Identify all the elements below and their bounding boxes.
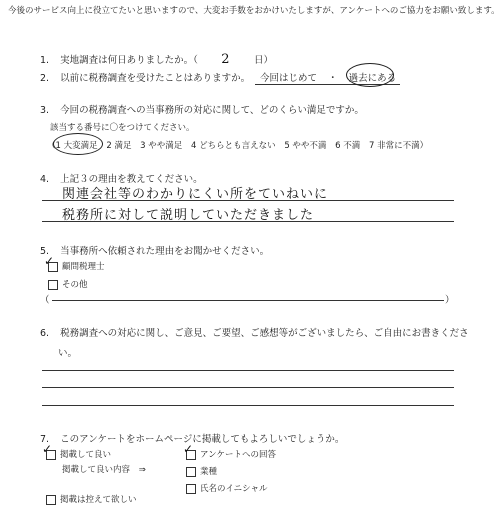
q3-option-2[interactable]: 2 満足 — [106, 141, 132, 151]
q5-option-2-label: その他 — [62, 280, 88, 290]
q3-number: 3. — [40, 105, 50, 116]
q4-line-2 — [42, 221, 454, 222]
q1-unit: 日） — [253, 55, 273, 66]
q6-line-2[interactable] — [42, 387, 454, 388]
arrow-icon: ⇒ — [138, 465, 146, 475]
q2-separator: ・ — [328, 73, 338, 84]
q3-text: 今回の税務調査への当事務所の対応に関して、どのくらい満足ですか。 — [60, 105, 364, 116]
q2-number: 2. — [40, 73, 50, 84]
q5-number: 5. — [40, 246, 50, 257]
q7-item-3[interactable] — [186, 482, 268, 494]
q2-opt-past[interactable]: 過去にある — [348, 73, 397, 84]
q5-option-2[interactable] — [48, 278, 88, 290]
q7-option-yes-label: 掲載して良い — [60, 450, 112, 460]
q3-option-4[interactable]: 4 どちらとも言えない — [190, 141, 276, 151]
q3-option-5[interactable]: 5 やや不満 — [284, 141, 327, 151]
q7-option-yes[interactable] — [46, 448, 111, 460]
q5-option-1-label: 顧問税理士 — [62, 262, 105, 272]
q7-item-1-label: アンケートへの回答 — [200, 450, 276, 460]
q6-number: 6. — [40, 328, 50, 339]
q4-number: 4. — [40, 174, 50, 185]
q1-answer[interactable]: 2 — [221, 52, 231, 67]
q6-text-cont: い。 — [58, 348, 78, 359]
q5-other-line[interactable] — [52, 300, 444, 301]
q2 — [40, 70, 250, 84]
q5-checkbox-2[interactable] — [48, 280, 58, 290]
q7-option-no[interactable] — [46, 493, 137, 505]
q6-line-3[interactable] — [42, 405, 454, 406]
q3-option-1[interactable]: （1 大変満足 — [47, 141, 98, 151]
q3-option-7[interactable]: 7 非常に不満） — [368, 141, 429, 151]
q3-option-3[interactable]: 3 やや満足 — [140, 141, 183, 151]
q7-number: 7. — [40, 434, 50, 445]
q3-instruction: 該当する番号に〇をつけてください。 — [50, 123, 195, 133]
q3-option-6[interactable]: 6 不満 — [335, 141, 361, 151]
q7-item-2[interactable] — [186, 465, 217, 477]
intro-text: 今後のサービス向上に役立てたいと思いますので、大変お手数をおかけいたしますが、アンケートへのご協力をお願い致します。 — [8, 6, 500, 16]
q6 — [40, 325, 469, 339]
q4-line-1 — [42, 200, 454, 201]
q7-item-3-checkbox[interactable] — [186, 484, 196, 494]
q3-options — [47, 139, 428, 151]
q5-paren-open: （ — [40, 295, 50, 306]
q5-paren-close: ） — [445, 295, 455, 306]
q7-content-label: 掲載して良い内容 — [62, 465, 131, 475]
q1-text: 実地調査は何日ありましたか。（ — [60, 55, 198, 66]
q7-item-3-label: 氏名のイニシャル — [200, 484, 268, 494]
q7-text: このアンケートをホームページに掲載してもよろしいでしょうか。 — [60, 434, 345, 445]
q7-item-1-checkmark-icon: ✓ — [183, 442, 194, 456]
q6-text: 税務調査への対応に関し、ご意見、ご要望、ご感想等がございましたら、ご自由にお書きくださ — [60, 328, 469, 339]
q7-item-1[interactable] — [186, 448, 276, 460]
q5-checkmark-icon: ✓ — [44, 254, 55, 268]
q7-yes-checkmark-icon: ✓ — [42, 442, 53, 456]
q2-text: 以前に税務調査を受けたことはありますか。 — [60, 73, 251, 84]
q3-answer-circle — [53, 133, 103, 155]
q2-opt-first[interactable]: 今回はじめて — [260, 73, 318, 84]
q4-answer-line-1[interactable]: 関連会社等のわかりにくい所をていねいに — [62, 187, 329, 202]
q5-text: 当事務所へ依頼された理由をお聞かせください。 — [60, 246, 270, 257]
q7-item-2-checkbox[interactable] — [186, 467, 196, 477]
q3 — [40, 102, 364, 116]
q1 — [40, 52, 273, 67]
q7-item-2-label: 業種 — [200, 467, 218, 477]
q1-number: 1. — [40, 55, 50, 66]
q7-content-label-row — [62, 463, 146, 475]
q7-option-no-label: 掲載は控えて欲しい — [60, 495, 137, 505]
q5-option-1[interactable] — [48, 260, 105, 272]
q4-text: 上記３の理由を教えてください。 — [60, 174, 203, 185]
q6-line-1[interactable] — [42, 370, 454, 371]
q2-answer-circle — [346, 63, 394, 87]
q4-answer-line-2[interactable]: 税務所に対して説明していただきました — [62, 208, 315, 223]
q5 — [40, 243, 269, 257]
